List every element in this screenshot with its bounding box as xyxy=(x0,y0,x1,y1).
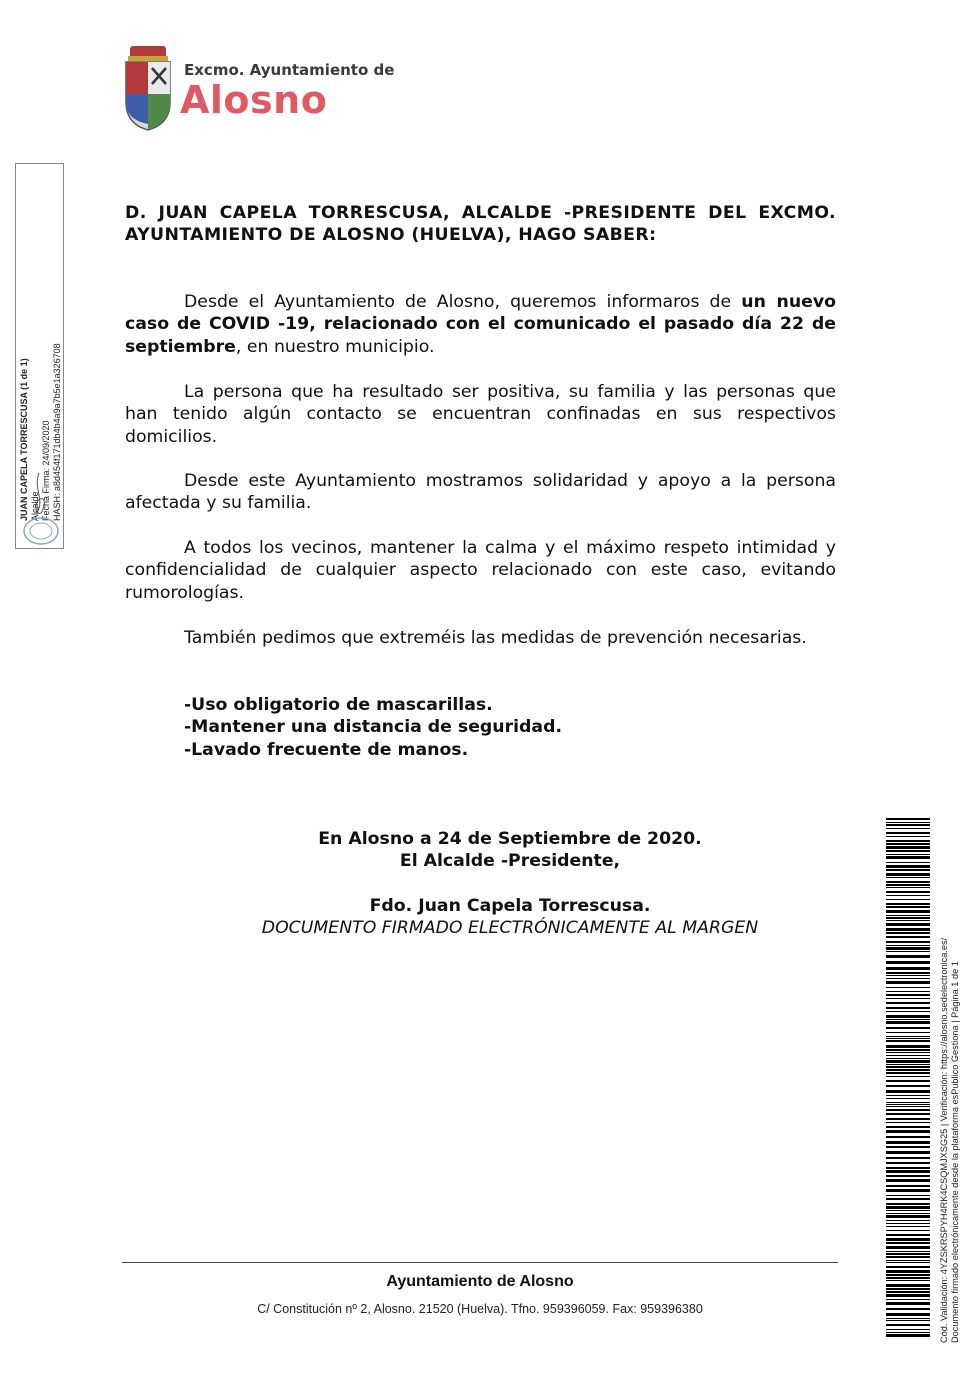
verification-code: Cód. Validación: 4YZSKRSPYH4RK4CSQMJXSG25 | Verificación: https://alosno.sedelectronica.es/ xyxy=(939,937,949,1343)
org-name: Alosno xyxy=(180,78,328,122)
p1-end: , en nuestro municipio. xyxy=(235,336,435,357)
rule-item: -Mantener una distancia de seguridad. xyxy=(184,717,563,738)
barcode-icon xyxy=(886,818,930,1338)
signature-hash: HASH: a8d454f171db4b4a9a7b5e1a326708 xyxy=(52,343,62,521)
p1-bold: un nuevo caso de COVID -19, relacionado con el comunicado el pasado día 22 de septiembre xyxy=(125,292,836,357)
paragraph-calm: A todos los vecinos, mantener la calma y el máximo respeto intimidad y confidencialidad de cualquier aspecto relacionado con este caso, evitando rumorologías. xyxy=(125,538,836,603)
municipal-logo xyxy=(122,44,422,134)
proclamation-heading: D. JUAN CAPELA TORRESCUSA, ALCALDE -PRESIDENTE DEL EXCMO. AYUNTAMIENTO DE ALOSNO (HUELVA), HAGO SABER: xyxy=(125,203,836,246)
signature-date: Fecha Firma: 24/09/2020 xyxy=(41,420,51,521)
paragraph-prevention: También pedimos que extreméis las medidas de prevención necesarias. xyxy=(184,628,807,648)
rule-item: -Uso obligatorio de mascarillas. xyxy=(184,695,493,715)
signer-name: JUAN CAPELA TORRESCUSA (1 de 1) xyxy=(19,358,29,521)
electronic-signature-box xyxy=(15,163,64,549)
footer-address: C/ Constitución nº 2, Alosno. 21520 (Huelva). Tfno. 959396059. Fax: 959396380 xyxy=(257,1302,703,1316)
p1-start: Desde el Ayuntamiento de Alosno, queremos informaros de xyxy=(184,292,742,312)
prevention-rules-list xyxy=(184,694,562,761)
coat-of-arms-icon xyxy=(122,44,174,132)
signed-by: Fdo. Juan Capela Torrescusa. xyxy=(369,895,651,916)
place-date: En Alosno a 24 de Septiembre de 2020. xyxy=(318,829,702,849)
signature-block xyxy=(200,828,820,940)
signer-role: Alcalde xyxy=(30,491,40,521)
footer-org-name: Ayuntamiento de Alosno xyxy=(386,1273,574,1290)
verification-platform: Documento firmado electrónicamente desde la plataforma esPublico Gestiona | Página 1 de 1 xyxy=(950,961,960,1343)
org-prefix: Excmo. Ayuntamiento de xyxy=(184,61,395,79)
rule-item: -Lavado frecuente de manos. xyxy=(184,739,469,760)
electronic-signature-note: DOCUMENTO FIRMADO ELECTRÓNICAMENTE AL MARGEN xyxy=(261,918,759,939)
signer-title: El Alcalde -Presidente, xyxy=(399,851,621,872)
footer-divider xyxy=(122,1262,838,1263)
paragraph-solidarity: Desde este Ayuntamiento mostramos solidaridad y apoyo a la persona afectada y su familia. xyxy=(125,471,836,514)
paragraph-confinement: La persona que ha resultado ser positiva, su familia y las personas que han tenido algún contacto se encuentran confinadas en sus respectivos domicilios. xyxy=(125,382,836,447)
paragraph-new-case xyxy=(125,291,836,358)
handwritten-signature-icon xyxy=(19,469,61,547)
verification-text xyxy=(939,823,961,1343)
